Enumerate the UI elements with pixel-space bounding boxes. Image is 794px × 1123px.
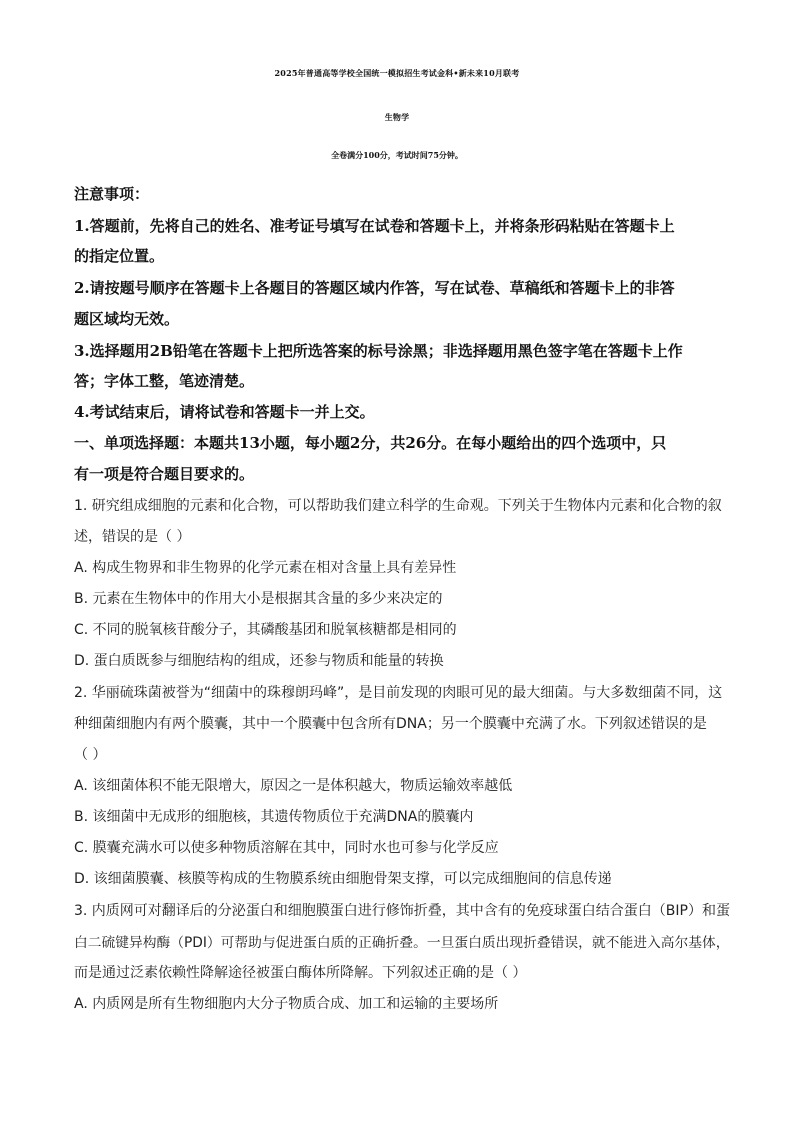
question-stem: 3. 内质网可对翻译后的分泌蛋白和细胞膜蛋白进行修饰折叠，其中含有的免疫球蛋白结合蛋白（BIP）和蛋 [74,903,730,919]
option-d: D. 蛋白质既参与细胞结构的组成，还参与物质和能量的转换 [74,653,444,669]
option-a: A. 构成生物界和非生物界的化学元素在相对含量上具有差异性 [74,560,457,576]
notice-item-3-line-1: 3.选择题用2B铅笔在答题卡上把所选答案的标号涂黑；非选择题用黑色签字笔在答题卡上作 [74,342,683,360]
notice-item-1-line-1: 1.答题前，先将自己的姓名、准考证号填写在试卷和答题卡上，并将条形码粘贴在答题卡上 [74,217,675,235]
question-stem: 种细菌细胞内有两个膜囊，其中一个膜囊中包含所有DNA；另一个膜囊中充满了水。下列叙述错误的是 [74,716,707,732]
notice-item-1-line-2: 的指定位置。 [74,247,165,265]
question-stem: 述，错误的是（ ） [74,529,191,545]
notice-item-3-line-2: 答；字体工整，笔迹清楚。 [74,372,255,390]
score-time-note: 全卷满分100分，考试时间75分钟。 [331,150,463,160]
question-stem: 1. 研究组成细胞的元素和化合物，可以帮助我们建立科学的生命观。下列关于生物体内元素和化合物的叙 [74,498,722,514]
option-b: B. 元素在生物体中的作用大小是根据其含量的多少来决定的 [74,591,443,607]
option-d: D. 该细菌膜囊、核膜等构成的生物膜系统由细胞骨架支撑，可以完成细胞间的信息传递 [74,871,612,887]
subject-title: 生物学 [384,112,410,122]
section-heading-line-2: 有一项是符合题目要求的。 [74,465,255,483]
option-a: A. 内质网是所有生物细胞内大分子物质合成、加工和运输的主要场所 [74,996,499,1012]
section-heading-line-1: 一、单项选择题：本题共13小题，每小题2分，共26分。在每小题给出的四个选项中，只 [74,434,667,452]
question-stem: 而是通过泛素依赖性降解途径被蛋白酶体所降解。下列叙述正确的是（ ） [74,965,527,981]
option-c: C. 不同的脱氧核苷酸分子，其磷酸基团和脱氧核糖都是相同的 [74,622,457,638]
question-stem: 白二硫键异构酶（PDI）可帮助与促进蛋白质的正确折叠。一旦蛋白质出现折叠错误，就不能进入高尔基体， [74,935,730,951]
question-stem: 2. 华丽硫珠菌被誉为“细菌中的珠穆朗玛峰”，是目前发现的肉眼可见的最大细菌。与大多数细菌不同，这 [74,685,723,701]
option-c: C. 膜囊充满水可以使多种物质溶解在其中，同时水也可参与化学反应 [74,840,499,856]
notice-item-4: 4.考试结束后，请将试卷和答题卡一并上交。 [74,403,375,421]
exam-title: 2025年普通高等学校全国统一模拟招生考试金科•新未来10月联考 [274,68,520,78]
option-a: A. 该细菌体积不能无限增大，原因之一是体积越大，物质运输效率越低 [74,778,513,794]
option-b: B. 该细菌中无成形的细胞核，其遗传物质位于充满DNA的膜囊内 [74,809,474,825]
notice-heading: 注意事项： [74,185,150,203]
question-stem: （ ） [74,747,107,763]
notice-item-2-line-2: 题区域均无效。 [74,310,180,328]
notice-item-2-line-1: 2.请按题号顺序在答题卡上各题目的答题区域内作答，写在试卷、草稿纸和答题卡上的非答 [74,279,675,297]
